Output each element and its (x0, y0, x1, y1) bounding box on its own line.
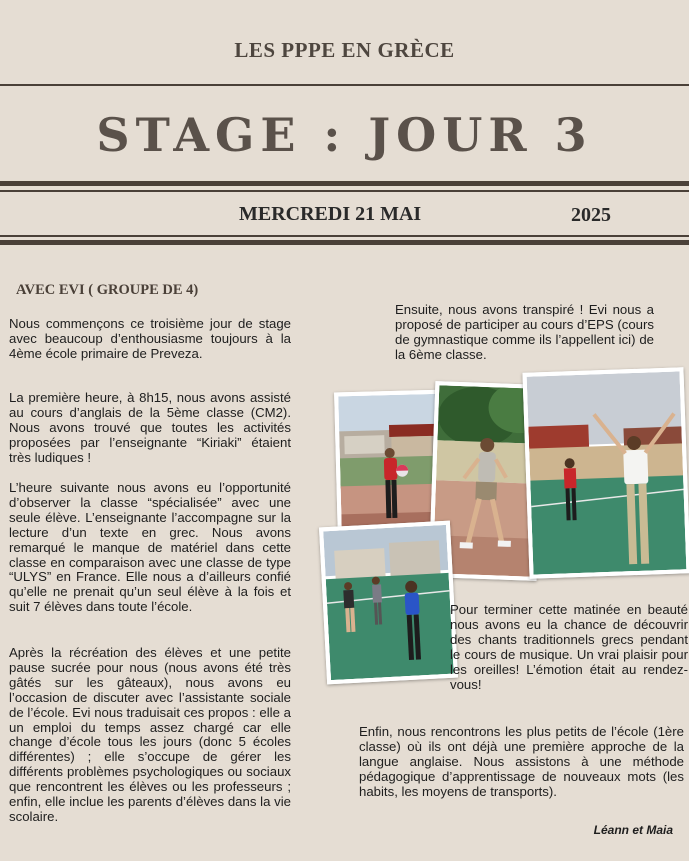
photo-girls-on-court (319, 521, 458, 685)
newsletter-kicker: LES PPPE EN GRÈCE (234, 38, 455, 62)
paragraph-social-assistant: Après la récréation des élèves et une petite pause sucrée pour nous (nous avons été très gâtés sur les gâteaux), nous avons eu l’occasion de discuter avec l’assistante sociale de l’école. Evi nous traduisait ces propos : elle a un emploi du temps assez chargé car elle change d’école tous les jours (donc 5 écoles différentes) ; elle s’occupe de gérer les différents problèmes psychologiques ou sociaux que rencontrent les élèves ou les professeurs ; enfin, elle inclue les parents d’élèves dans la vie scolaire. (9, 645, 291, 824)
year-label: 2025 (571, 204, 611, 226)
title-divider-thick (0, 181, 689, 186)
paragraph-first-class: Enfin, nous rencontrons les plus petits de l’école (1ère classe) où ils ont déjà une première approche de la langue anglaise. Nous assistons à une méthode pédagogique d’apprentissage de nouveaux mots (les habits, les moyens de transports). (359, 724, 684, 799)
top-divider (0, 84, 689, 86)
section-subheading: AVEC EVI ( GROUPE DE 4) (16, 282, 199, 298)
title-divider-thin (0, 190, 689, 192)
paragraph-music-class: Pour terminer cette matinée en beauté nous avons eu la chance de découvrir des chants traditionnels grecs pendant le cours de musique. Un vrai plaisir pour les oreilles! L’émotion était au rendez-vous! (450, 602, 688, 692)
date-divider-thin (0, 235, 689, 237)
paragraph-pe-class: Ensuite, nous avons transpiré ! Evi nous a proposé de participer au cours d’EPS (cours de gymnastique comme ils l’appellent ici) de la 6ème classe. (395, 302, 654, 362)
paragraph-english-class: La première heure, à 8h15, nous avons assisté au cours d’anglais de la 5ème classe (CM2). Nous avons trouvé que toutes les activités proposées par l’enseignante “Kiriaki” étaient très ludiques ! (9, 390, 291, 465)
date-divider-thick (0, 240, 689, 245)
page-title: STAGE : JOUR 3 (96, 108, 593, 162)
photo-boy-arms-raised (522, 367, 689, 578)
paragraph-intro: Nous commençons ce troisième jour de stage avec beaucoup d’enthousiasme toujours à la 4ème école primaire de Preveza. (9, 316, 291, 361)
date-label: MERCREDI 21 MAI (239, 203, 422, 225)
author-signature: Léann et Maia (593, 823, 673, 837)
paragraph-special-class: L’heure suivante nous avons eu l’opportunité d’observer la classe “spécialisée” avec une seule élève. L’enseignante l’accompagne sur la lecture d’un texte en grec. Nous avons remarqué le manque de matériel dans cette classe en comparaison avec une classe de type “ULYS” en France. Elle nous a d’ailleurs confié qu’elle ne prenait qu’un seul élève à la fois et suit 7 élèves dans toute l’école. (9, 480, 291, 615)
